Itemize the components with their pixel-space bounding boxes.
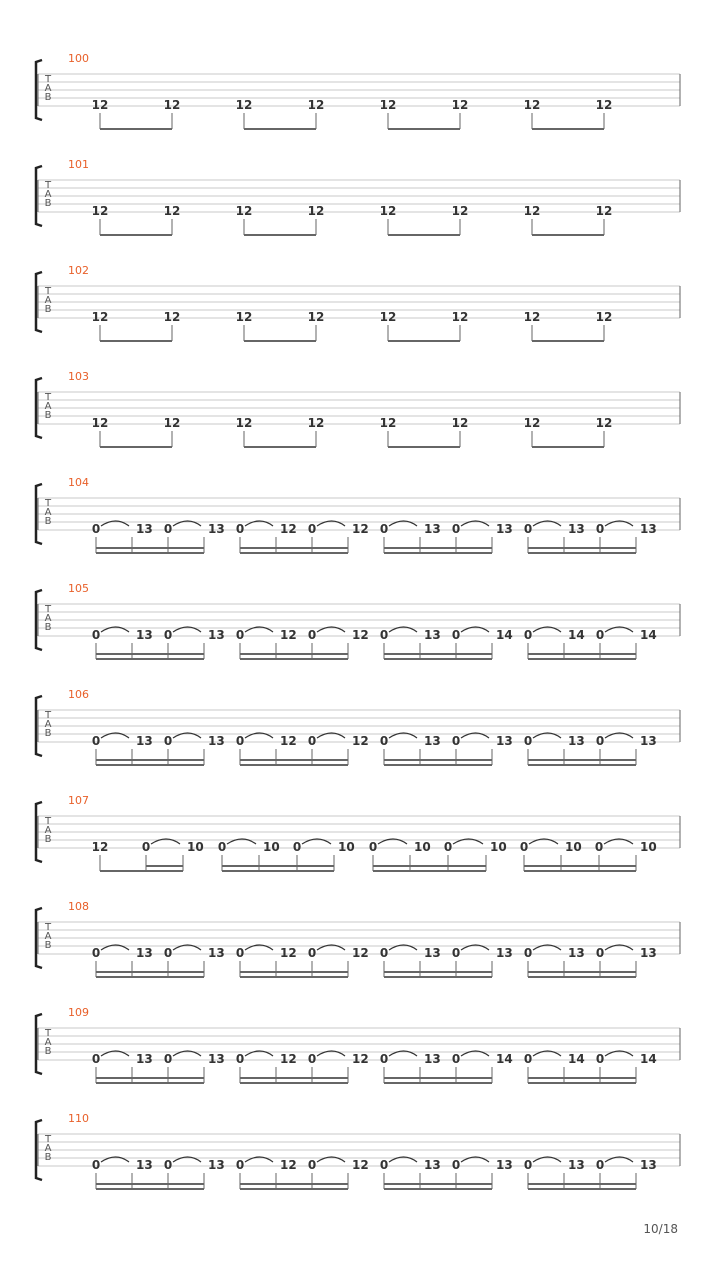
- measure-number: 108: [68, 900, 89, 913]
- fret-number: 12: [307, 98, 325, 112]
- fret-number: 0: [292, 840, 302, 854]
- system-103: [36, 370, 680, 447]
- system-101: [36, 158, 680, 235]
- fret-number: 0: [523, 628, 533, 642]
- fret-number: 13: [208, 946, 225, 960]
- fret-number: 12: [352, 734, 369, 748]
- fret-number: 0: [235, 1052, 245, 1066]
- fret-number: 0: [307, 946, 317, 960]
- fret-number: 0: [163, 734, 173, 748]
- fret-number: 13: [424, 734, 441, 748]
- tab-clef-letter: B: [44, 1152, 52, 1163]
- fret-number: 14: [640, 628, 657, 642]
- fret-number: 12: [352, 1052, 369, 1066]
- fret-number: 0: [379, 522, 389, 536]
- tab-clef-letter: A: [44, 825, 52, 836]
- fret-number: 0: [595, 628, 605, 642]
- fret-number: 12: [595, 310, 613, 324]
- fret-number: 13: [568, 734, 585, 748]
- fret-number: 13: [208, 734, 225, 748]
- fret-number: 0: [91, 1158, 101, 1172]
- measure-number: 103: [68, 370, 89, 383]
- tab-clef-letter: A: [44, 613, 52, 624]
- system-100: [36, 52, 680, 129]
- fret-number: 10: [640, 840, 657, 854]
- fret-number: 13: [136, 946, 153, 960]
- fret-number: 0: [523, 734, 533, 748]
- tab-clef-letter: T: [44, 816, 52, 827]
- fret-number: 0: [91, 734, 101, 748]
- tab-clef-letter: T: [44, 922, 52, 933]
- fret-number: 12: [379, 98, 397, 112]
- fret-number: 12: [451, 204, 469, 218]
- fret-number: 0: [235, 734, 245, 748]
- fret-number: 0: [235, 522, 245, 536]
- fret-number: 13: [136, 1052, 153, 1066]
- fret-number: 0: [307, 1158, 317, 1172]
- fret-number: 12: [307, 416, 325, 430]
- fret-number: 12: [451, 310, 469, 324]
- tab-clef-letter: T: [44, 74, 52, 85]
- tab-clef-letter: A: [44, 507, 52, 518]
- tab-clef-letter: B: [44, 834, 52, 845]
- measure-number: 102: [68, 264, 89, 277]
- fret-number: 12: [523, 310, 541, 324]
- fret-number: 13: [424, 522, 441, 536]
- fret-number: 0: [307, 628, 317, 642]
- measure-number: 100: [68, 52, 89, 65]
- fret-number: 12: [163, 310, 181, 324]
- measure-number: 107: [68, 794, 89, 807]
- fret-number: 12: [307, 204, 325, 218]
- fret-number: 0: [91, 1052, 101, 1066]
- fret-number: 0: [163, 1158, 173, 1172]
- tab-clef-letter: B: [44, 1046, 52, 1057]
- system-104: [36, 476, 680, 553]
- tab-clef-letter: T: [44, 604, 52, 615]
- fret-number: 0: [307, 522, 317, 536]
- fret-number: 12: [595, 204, 613, 218]
- fret-number: 12: [595, 98, 613, 112]
- fret-number: 12: [91, 204, 109, 218]
- fret-number: 13: [496, 522, 513, 536]
- fret-number: 0: [595, 522, 605, 536]
- tab-clef-letter: T: [44, 710, 52, 721]
- fret-number: 0: [451, 522, 461, 536]
- fret-number: 0: [379, 1158, 389, 1172]
- fret-number: 0: [379, 1052, 389, 1066]
- fret-number: 0: [595, 1052, 605, 1066]
- fret-number: 12: [451, 98, 469, 112]
- fret-number: 0: [595, 734, 605, 748]
- fret-number: 0: [379, 628, 389, 642]
- fret-number: 13: [640, 734, 657, 748]
- system-102: [36, 264, 680, 341]
- fret-number: 12: [280, 734, 297, 748]
- fret-number: 12: [379, 204, 397, 218]
- fret-number: 12: [280, 1052, 297, 1066]
- fret-number: 0: [451, 734, 461, 748]
- fret-number: 12: [91, 840, 109, 854]
- fret-number: 14: [568, 628, 585, 642]
- fret-number: 12: [235, 310, 253, 324]
- system-106: [36, 688, 680, 765]
- fret-number: 0: [451, 628, 461, 642]
- fret-number: 0: [523, 1052, 533, 1066]
- fret-number: 0: [595, 1158, 605, 1172]
- fret-number: 14: [568, 1052, 585, 1066]
- fret-number: 13: [136, 628, 153, 642]
- fret-number: 0: [523, 1158, 533, 1172]
- tab-clef-letter: T: [44, 392, 52, 403]
- fret-number: 13: [424, 1052, 441, 1066]
- fret-number: 14: [640, 1052, 657, 1066]
- fret-number: 12: [307, 310, 325, 324]
- fret-number: 13: [208, 522, 225, 536]
- fret-number: 12: [523, 204, 541, 218]
- fret-number: 12: [280, 628, 297, 642]
- fret-number: 0: [91, 946, 101, 960]
- fret-number: 12: [352, 628, 369, 642]
- fret-number: 12: [352, 1158, 369, 1172]
- tab-clef-letter: B: [44, 940, 52, 951]
- fret-number: 10: [414, 840, 431, 854]
- fret-number: 0: [217, 840, 227, 854]
- fret-number: 12: [163, 98, 181, 112]
- fret-number: 0: [595, 946, 605, 960]
- system-108: [36, 900, 680, 977]
- fret-number: 12: [235, 204, 253, 218]
- fret-number: 0: [451, 1052, 461, 1066]
- tab-clef-letter: T: [44, 498, 52, 509]
- fret-number: 13: [136, 522, 153, 536]
- fret-number: 0: [523, 522, 533, 536]
- system-105: [36, 582, 680, 659]
- fret-number: 13: [208, 1158, 225, 1172]
- fret-number: 0: [368, 840, 378, 854]
- tab-clef-letter: A: [44, 1143, 52, 1154]
- tab-clef-letter: T: [44, 1134, 52, 1145]
- fret-number: 0: [379, 734, 389, 748]
- tab-clef-letter: A: [44, 189, 52, 200]
- fret-number: 0: [443, 840, 453, 854]
- fret-number: 13: [424, 946, 441, 960]
- measure-number: 104: [68, 476, 89, 489]
- tab-clef-letter: A: [44, 83, 52, 94]
- fret-number: 13: [424, 1158, 441, 1172]
- tab-clef-letter: B: [44, 410, 52, 421]
- fret-number: 0: [235, 1158, 245, 1172]
- fret-number: 0: [594, 840, 604, 854]
- fret-number: 0: [91, 522, 101, 536]
- fret-number: 12: [352, 522, 369, 536]
- system-107: [36, 794, 680, 871]
- measure-number: 106: [68, 688, 89, 701]
- fret-number: 12: [379, 310, 397, 324]
- fret-number: 14: [496, 628, 513, 642]
- tab-clef-letter: T: [44, 286, 52, 297]
- fret-number: 12: [91, 310, 109, 324]
- tab-clef-letter: A: [44, 401, 52, 412]
- measure-number: 109: [68, 1006, 89, 1019]
- fret-number: 0: [307, 1052, 317, 1066]
- fret-number: 13: [208, 1052, 225, 1066]
- system-109: [36, 1006, 680, 1083]
- fret-number: 12: [91, 98, 109, 112]
- tab-clef-letter: B: [44, 728, 52, 739]
- fret-number: 0: [523, 946, 533, 960]
- fret-number: 12: [163, 416, 181, 430]
- fret-number: 0: [91, 628, 101, 642]
- fret-number: 13: [640, 946, 657, 960]
- tab-clef-letter: B: [44, 198, 52, 209]
- fret-number: 0: [163, 1052, 173, 1066]
- fret-number: 13: [208, 628, 225, 642]
- fret-number: 0: [519, 840, 529, 854]
- fret-number: 13: [568, 1158, 585, 1172]
- fret-number: 12: [91, 416, 109, 430]
- fret-number: 12: [235, 416, 253, 430]
- tab-clef-letter: B: [44, 622, 52, 633]
- fret-number: 13: [640, 1158, 657, 1172]
- fret-number: 13: [136, 734, 153, 748]
- fret-number: 10: [338, 840, 355, 854]
- fret-number: 0: [451, 1158, 461, 1172]
- fret-number: 13: [136, 1158, 153, 1172]
- fret-number: 12: [280, 1158, 297, 1172]
- fret-number: 12: [379, 416, 397, 430]
- fret-number: 0: [163, 628, 173, 642]
- fret-number: 10: [263, 840, 280, 854]
- fret-number: 0: [163, 946, 173, 960]
- measure-number: 101: [68, 158, 89, 171]
- fret-number: 12: [235, 98, 253, 112]
- measure-number: 110: [68, 1112, 89, 1125]
- fret-number: 12: [280, 946, 297, 960]
- fret-number: 0: [307, 734, 317, 748]
- fret-number: 0: [451, 946, 461, 960]
- fret-number: 0: [379, 946, 389, 960]
- tab-clef-letter: A: [44, 931, 52, 942]
- tab-clef-letter: A: [44, 719, 52, 730]
- fret-number: 13: [496, 734, 513, 748]
- system-110: [36, 1112, 680, 1189]
- fret-number: 14: [496, 1052, 513, 1066]
- fret-number: 13: [496, 946, 513, 960]
- tab-clef-letter: A: [44, 295, 52, 306]
- tab-clef-letter: T: [44, 180, 52, 191]
- fret-number: 12: [595, 416, 613, 430]
- fret-number: 13: [568, 946, 585, 960]
- fret-number: 10: [187, 840, 204, 854]
- fret-number: 12: [163, 204, 181, 218]
- tab-clef-letter: A: [44, 1037, 52, 1048]
- tab-clef-letter: B: [44, 304, 52, 315]
- fret-number: 0: [163, 522, 173, 536]
- fret-number: 12: [523, 416, 541, 430]
- page-number: 10/18: [643, 1222, 678, 1236]
- fret-number: 0: [235, 628, 245, 642]
- measure-number: 105: [68, 582, 89, 595]
- fret-number: 12: [352, 946, 369, 960]
- tab-clef-letter: T: [44, 1028, 52, 1039]
- fret-number: 13: [424, 628, 441, 642]
- fret-number: 10: [490, 840, 507, 854]
- fret-number: 12: [280, 522, 297, 536]
- tab-clef-letter: B: [44, 516, 52, 527]
- fret-number: 13: [496, 1158, 513, 1172]
- fret-number: 13: [568, 522, 585, 536]
- tab-clef-letter: B: [44, 92, 52, 103]
- fret-number: 12: [523, 98, 541, 112]
- fret-number: 0: [141, 840, 151, 854]
- fret-number: 10: [565, 840, 582, 854]
- fret-number: 0: [235, 946, 245, 960]
- fret-number: 12: [451, 416, 469, 430]
- fret-number: 13: [640, 522, 657, 536]
